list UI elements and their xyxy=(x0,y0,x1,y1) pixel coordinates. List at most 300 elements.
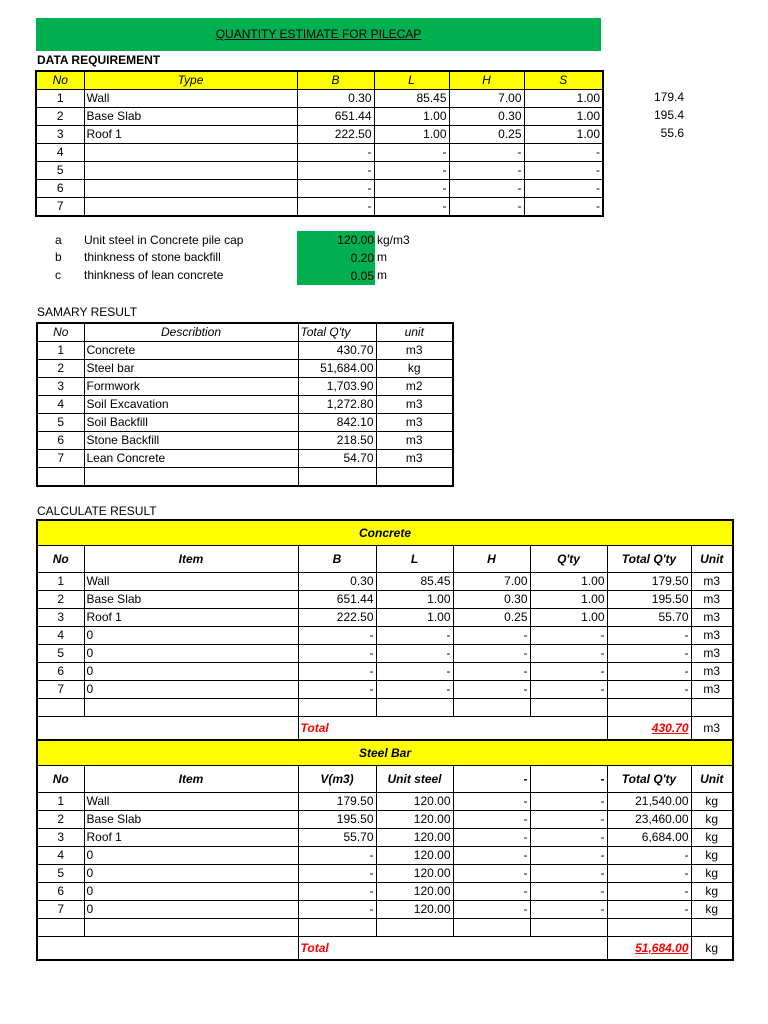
cell: 842.10 xyxy=(298,414,376,432)
cell: m3 xyxy=(691,663,733,681)
table-row xyxy=(37,396,453,414)
section-title: Steel Bar xyxy=(37,740,733,766)
cell: 5 xyxy=(37,865,84,883)
cell: 7 xyxy=(37,450,84,468)
cell: 23,460.00 xyxy=(607,811,691,829)
param-value: 120.00 xyxy=(297,231,375,249)
cell: m3 xyxy=(691,681,733,699)
data-requirement-table xyxy=(35,70,604,217)
cell: Formwork xyxy=(84,378,298,396)
cell: 55.70 xyxy=(607,609,691,627)
cell: - xyxy=(524,198,603,217)
cell: - xyxy=(530,663,607,681)
cell: - xyxy=(607,645,691,663)
cell xyxy=(376,468,453,487)
cell: m3 xyxy=(376,432,453,450)
cell xyxy=(298,468,376,487)
param-key: c xyxy=(55,268,61,282)
cell: 1.00 xyxy=(374,108,449,126)
table-row xyxy=(36,90,603,108)
cell: 1.00 xyxy=(524,108,603,126)
concrete-table xyxy=(36,519,734,741)
cell: 1.00 xyxy=(374,126,449,144)
title-banner xyxy=(36,18,601,51)
table-row xyxy=(37,883,733,901)
cell: 430.70 xyxy=(298,342,376,360)
concrete-total-row xyxy=(37,717,733,741)
cell xyxy=(691,699,733,717)
cell: 0.30 xyxy=(453,591,530,609)
cell: 0 xyxy=(84,865,298,883)
cell: 6 xyxy=(37,432,84,450)
cell: 3 xyxy=(37,378,84,396)
cell: Soil Excavation xyxy=(84,396,298,414)
cell: 2 xyxy=(37,360,84,378)
cell: 6 xyxy=(37,663,84,681)
cell: - xyxy=(453,883,530,901)
cell: 1,272.80 xyxy=(298,396,376,414)
cell: 0 xyxy=(84,901,298,919)
cell: - xyxy=(524,162,603,180)
cell: 3 xyxy=(37,829,84,847)
cell: Wall xyxy=(84,573,298,591)
cell xyxy=(84,468,298,487)
cell: m2 xyxy=(376,378,453,396)
cell: - xyxy=(298,883,376,901)
cell xyxy=(530,919,607,937)
cell: 2 xyxy=(37,811,84,829)
cell: kg xyxy=(691,901,733,919)
table-row xyxy=(37,432,453,450)
column-header: Total Q'ty xyxy=(607,766,691,793)
cell: Roof 1 xyxy=(84,126,297,144)
cell: 6 xyxy=(37,883,84,901)
cell: 179.50 xyxy=(607,573,691,591)
column-header: Item xyxy=(84,546,298,573)
side-value: 55.6 xyxy=(660,126,684,140)
table-row xyxy=(37,865,733,883)
cell: 179.50 xyxy=(298,793,376,811)
cell: - xyxy=(449,162,524,180)
column-header: Item xyxy=(84,766,298,793)
summary-table xyxy=(36,322,454,487)
cell: - xyxy=(449,198,524,217)
cell: 85.45 xyxy=(374,90,449,108)
column-header: Unit xyxy=(691,546,733,573)
cell: - xyxy=(607,627,691,645)
cell: - xyxy=(530,811,607,829)
param-label: thinkness of lean concrete xyxy=(84,268,224,282)
table-row xyxy=(37,573,733,591)
cell: kg xyxy=(691,865,733,883)
cell: 120.00 xyxy=(376,811,453,829)
side-value: 179.4 xyxy=(653,90,684,104)
cell: - xyxy=(530,681,607,699)
table-row xyxy=(37,627,733,645)
cell xyxy=(84,180,297,198)
concrete-header-row xyxy=(37,546,733,573)
cell: 1 xyxy=(36,90,84,108)
param-unit: m xyxy=(377,268,387,282)
column-header: unit xyxy=(376,323,453,342)
cell: 120.00 xyxy=(376,901,453,919)
cell: 222.50 xyxy=(298,609,376,627)
cell: Wall xyxy=(84,90,297,108)
param-value: 0.05 xyxy=(297,267,375,285)
cell: - xyxy=(374,144,449,162)
cell: - xyxy=(607,865,691,883)
cell: - xyxy=(607,681,691,699)
summary-header-row xyxy=(37,323,453,342)
column-header: V(m3) xyxy=(298,766,376,793)
table-row xyxy=(36,126,603,144)
column-header: No xyxy=(37,323,84,342)
cell: m3 xyxy=(376,396,453,414)
table-row xyxy=(37,829,733,847)
cell xyxy=(37,919,84,937)
cell: 0 xyxy=(84,645,298,663)
cell: - xyxy=(530,627,607,645)
cell: 0 xyxy=(84,681,298,699)
column-header: L xyxy=(376,546,453,573)
total-value: 51,684.00 xyxy=(607,937,691,961)
param-label: Unit steel in Concrete pile cap xyxy=(84,233,244,247)
cell: m3 xyxy=(691,645,733,663)
cell: kg xyxy=(691,883,733,901)
column-header: Describtion xyxy=(84,323,298,342)
table-row xyxy=(37,591,733,609)
cell: 7 xyxy=(37,681,84,699)
cell xyxy=(37,699,84,717)
column-header: Unit xyxy=(691,766,733,793)
cell: 4 xyxy=(36,144,84,162)
cell: - xyxy=(530,829,607,847)
cell: 6,684.00 xyxy=(607,829,691,847)
column-header: H xyxy=(453,546,530,573)
cell: - xyxy=(524,180,603,198)
concrete-section-header xyxy=(37,520,733,546)
cell: - xyxy=(297,162,374,180)
cell: 1,703.90 xyxy=(298,378,376,396)
cell: m3 xyxy=(691,609,733,627)
column-header: - xyxy=(453,766,530,793)
cell: - xyxy=(449,180,524,198)
cell: 2 xyxy=(36,108,84,126)
cell: 5 xyxy=(36,162,84,180)
cell: 0.25 xyxy=(453,609,530,627)
cell: - xyxy=(298,645,376,663)
cell: Base Slab xyxy=(84,811,298,829)
cell xyxy=(607,919,691,937)
column-header: Total Q'ty xyxy=(298,323,376,342)
cell: 7 xyxy=(36,198,84,217)
cell: Stone Backfill xyxy=(84,432,298,450)
table-row xyxy=(37,793,733,811)
cell: - xyxy=(298,901,376,919)
cell: 3 xyxy=(36,126,84,144)
cell: 3 xyxy=(37,609,84,627)
cell: - xyxy=(530,793,607,811)
table-row xyxy=(37,360,453,378)
cell xyxy=(298,699,376,717)
cell xyxy=(607,699,691,717)
cell: - xyxy=(530,865,607,883)
cell: 1.00 xyxy=(524,126,603,144)
total-label: Total xyxy=(298,937,607,961)
cell: - xyxy=(376,663,453,681)
total-unit: kg xyxy=(691,937,733,961)
column-header: H xyxy=(449,71,524,90)
table-row xyxy=(37,450,453,468)
cell: 120.00 xyxy=(376,865,453,883)
cell: - xyxy=(530,901,607,919)
table-row xyxy=(37,699,733,717)
cell: m3 xyxy=(376,450,453,468)
column-header: Q'ty xyxy=(530,546,607,573)
cell: 222.50 xyxy=(297,126,374,144)
cell: 7 xyxy=(37,901,84,919)
cell: Lean Concrete xyxy=(84,450,298,468)
cell: - xyxy=(453,645,530,663)
cell: - xyxy=(530,847,607,865)
side-value: 195.4 xyxy=(653,108,684,122)
column-header: - xyxy=(530,766,607,793)
cell: 1 xyxy=(37,573,84,591)
cell: - xyxy=(376,627,453,645)
cell: - xyxy=(530,645,607,663)
cell: m3 xyxy=(376,342,453,360)
data-requirement-header-row xyxy=(36,71,603,90)
cell xyxy=(84,919,298,937)
summary-heading: SAMARY RESULT xyxy=(37,305,138,319)
cell: 0.30 xyxy=(449,108,524,126)
column-header: No xyxy=(36,71,84,90)
cell: - xyxy=(376,645,453,663)
table-row xyxy=(36,180,603,198)
cell: - xyxy=(453,627,530,645)
page-title: QUANTITY ESTIMATE FOR PILECAP xyxy=(215,27,422,41)
column-header: Unit steel xyxy=(376,766,453,793)
param-key: b xyxy=(55,250,62,264)
cell: 120.00 xyxy=(376,883,453,901)
cell: 4 xyxy=(37,627,84,645)
cell: 21,540.00 xyxy=(607,793,691,811)
cell: - xyxy=(607,901,691,919)
table-row xyxy=(37,847,733,865)
column-header: Total Q'ty xyxy=(607,546,691,573)
cell: 651.44 xyxy=(297,108,374,126)
cell: - xyxy=(453,793,530,811)
cell xyxy=(37,468,84,487)
column-header: No xyxy=(37,546,84,573)
cell: 120.00 xyxy=(376,829,453,847)
cell: 1.00 xyxy=(530,609,607,627)
cell: - xyxy=(374,180,449,198)
cell: 120.00 xyxy=(376,793,453,811)
cell: - xyxy=(453,847,530,865)
cell: 5 xyxy=(37,645,84,663)
column-header: B xyxy=(298,546,376,573)
steel-bar-table xyxy=(36,739,734,961)
table-row xyxy=(37,663,733,681)
cell: - xyxy=(453,901,530,919)
cell xyxy=(453,699,530,717)
cell: 1.00 xyxy=(524,90,603,108)
cell: 218.50 xyxy=(298,432,376,450)
cell: 195.50 xyxy=(607,591,691,609)
cell: 1.00 xyxy=(530,573,607,591)
table-row xyxy=(37,468,453,487)
table-row xyxy=(37,414,453,432)
cell: 7.00 xyxy=(449,90,524,108)
cell: Concrete xyxy=(84,342,298,360)
cell: 0.25 xyxy=(449,126,524,144)
column-header: L xyxy=(374,71,449,90)
cell: m3 xyxy=(376,414,453,432)
cell: - xyxy=(453,829,530,847)
cell: 55.70 xyxy=(298,829,376,847)
cell: - xyxy=(607,847,691,865)
cell: - xyxy=(374,198,449,217)
table-row xyxy=(37,645,733,663)
cell: 4 xyxy=(37,847,84,865)
cell: 85.45 xyxy=(376,573,453,591)
cell: Roof 1 xyxy=(84,829,298,847)
cell: m3 xyxy=(691,591,733,609)
cell: Base Slab xyxy=(84,108,297,126)
cell: 0.30 xyxy=(297,90,374,108)
column-header: S xyxy=(524,71,603,90)
cell: Steel bar xyxy=(84,360,298,378)
cell: 54.70 xyxy=(298,450,376,468)
cell: kg xyxy=(691,829,733,847)
column-header: Type xyxy=(84,71,297,90)
cell: 195.50 xyxy=(298,811,376,829)
section-title: Concrete xyxy=(37,520,733,546)
cell: kg xyxy=(691,793,733,811)
total-value: 430.70 xyxy=(607,717,691,741)
cell: Wall xyxy=(84,793,298,811)
cell xyxy=(84,162,297,180)
cell: - xyxy=(298,681,376,699)
cell: 2 xyxy=(37,591,84,609)
cell: m3 xyxy=(691,627,733,645)
cell: 5 xyxy=(37,414,84,432)
table-row xyxy=(37,378,453,396)
cell xyxy=(453,919,530,937)
total-label: Total xyxy=(298,717,607,741)
cell: - xyxy=(453,681,530,699)
column-header: B xyxy=(297,71,374,90)
cell: - xyxy=(297,198,374,217)
cell: 0 xyxy=(84,883,298,901)
cell: 1 xyxy=(37,342,84,360)
cell: - xyxy=(449,144,524,162)
table-row xyxy=(37,919,733,937)
param-value: 0.20 xyxy=(297,249,375,267)
cell: kg xyxy=(691,847,733,865)
cell: 0 xyxy=(84,627,298,645)
param-label: thinkness of stone backfill xyxy=(84,250,221,264)
table-row xyxy=(37,681,733,699)
total-unit: m3 xyxy=(691,717,733,741)
cell: - xyxy=(453,865,530,883)
cell xyxy=(530,699,607,717)
cell: 120.00 xyxy=(376,847,453,865)
cell xyxy=(84,198,297,217)
cell xyxy=(376,919,453,937)
calculate-heading: CALCULATE RESULT xyxy=(37,504,157,518)
data-requirement-heading: DATA REQUIREMENT xyxy=(37,53,161,67)
cell: - xyxy=(298,663,376,681)
cell xyxy=(298,919,376,937)
cell: kg xyxy=(691,811,733,829)
cell: - xyxy=(297,180,374,198)
steel-header-row xyxy=(37,766,733,793)
cell: m3 xyxy=(691,573,733,591)
cell xyxy=(84,699,298,717)
cell: 1.00 xyxy=(376,609,453,627)
table-row xyxy=(37,609,733,627)
column-header: No xyxy=(37,766,84,793)
cell: - xyxy=(297,144,374,162)
cell: 7.00 xyxy=(453,573,530,591)
cell: 0.30 xyxy=(298,573,376,591)
param-unit: kg/m3 xyxy=(377,233,410,247)
table-row xyxy=(36,162,603,180)
cell: 1.00 xyxy=(530,591,607,609)
cell: 1 xyxy=(37,793,84,811)
cell: kg xyxy=(376,360,453,378)
steel-section-header xyxy=(37,740,733,766)
cell: - xyxy=(298,627,376,645)
cell: - xyxy=(530,883,607,901)
cell: - xyxy=(453,663,530,681)
cell: - xyxy=(607,883,691,901)
cell: 51,684.00 xyxy=(298,360,376,378)
param-unit: m xyxy=(377,250,387,264)
table-row xyxy=(37,901,733,919)
param-key: a xyxy=(55,233,62,247)
cell: Base Slab xyxy=(84,591,298,609)
cell: 4 xyxy=(37,396,84,414)
table-row xyxy=(36,144,603,162)
cell: - xyxy=(607,663,691,681)
cell: 6 xyxy=(36,180,84,198)
table-row xyxy=(36,108,603,126)
cell: 0 xyxy=(84,847,298,865)
cell: Soil Backfill xyxy=(84,414,298,432)
cell: - xyxy=(376,681,453,699)
cell: - xyxy=(374,162,449,180)
table-row xyxy=(36,198,603,217)
cell xyxy=(37,717,298,741)
cell: Roof 1 xyxy=(84,609,298,627)
cell xyxy=(37,937,298,961)
cell: - xyxy=(298,847,376,865)
steel-total-row xyxy=(37,937,733,961)
cell: 651.44 xyxy=(298,591,376,609)
cell xyxy=(376,699,453,717)
cell: 1.00 xyxy=(376,591,453,609)
cell: 0 xyxy=(84,663,298,681)
cell: - xyxy=(524,144,603,162)
cell: - xyxy=(453,811,530,829)
table-row xyxy=(37,811,733,829)
cell xyxy=(691,919,733,937)
cell: - xyxy=(298,865,376,883)
table-row xyxy=(37,342,453,360)
